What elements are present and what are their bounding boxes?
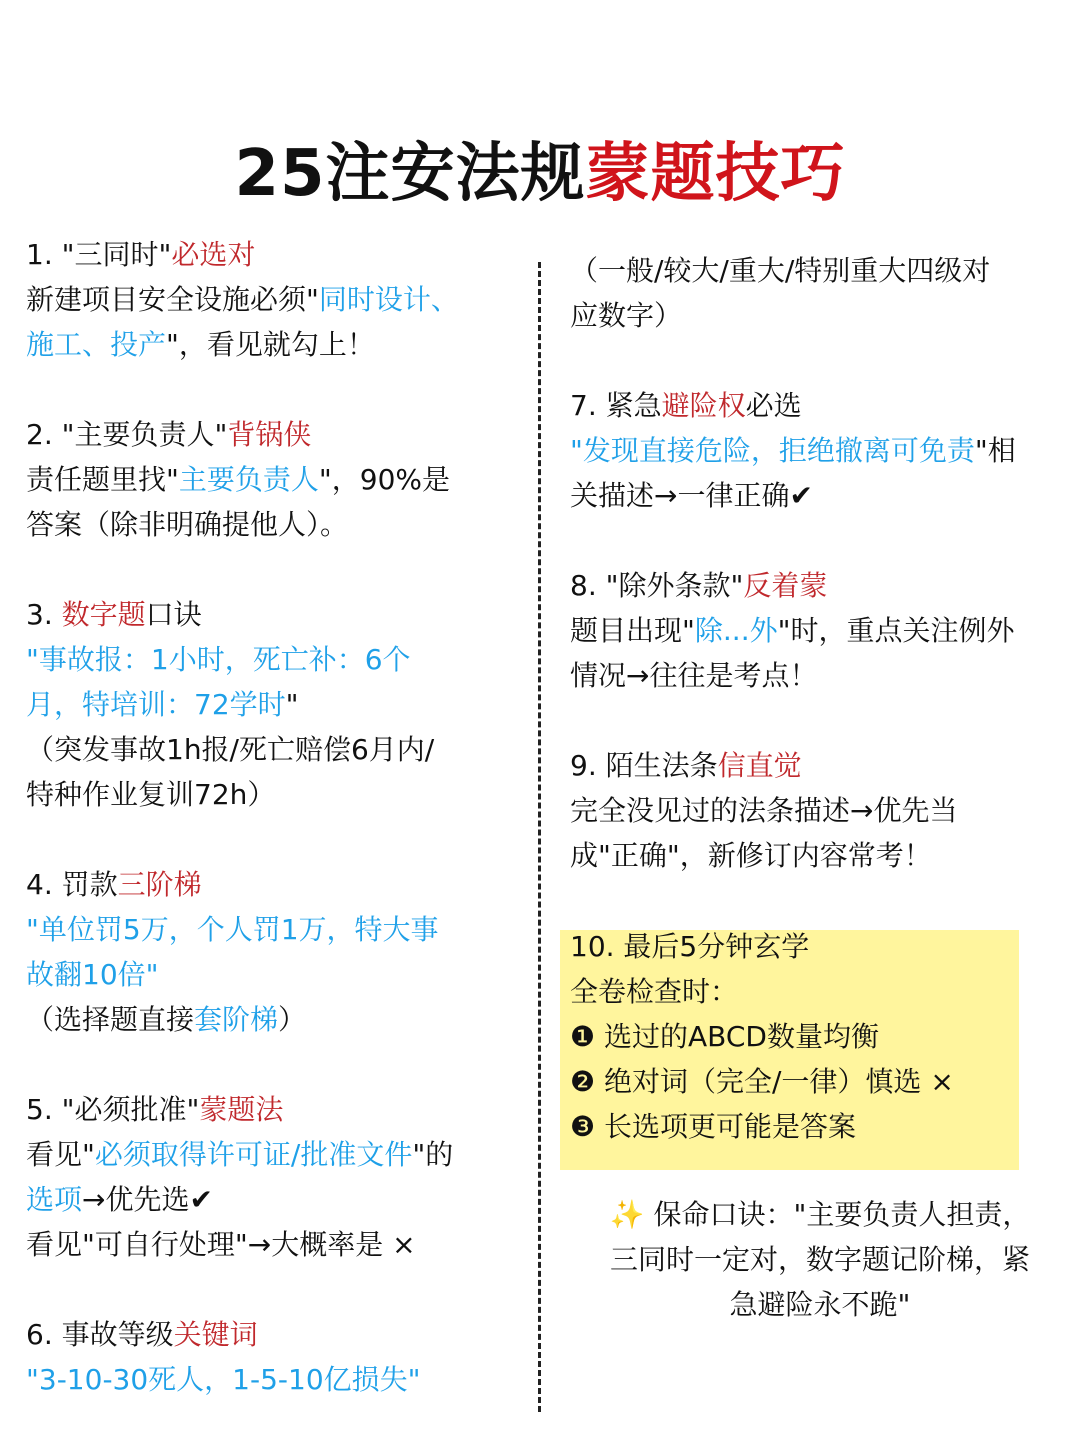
tip-2-heading: 2. "主要负责人"背锅侠 — [26, 418, 312, 451]
tip-8: 8. "除外条款"反着蒙 题目出现"除...外"时，重点关注例外 情况→往往是考点！ — [570, 563, 1070, 698]
page-title — [0, 138, 1080, 210]
tip-3: 3. 数字题口诀 "事故报：1小时，死亡补：6个 月，特培训：72学时" （突发事故1h报/死亡赔偿6月内/ 特种作业复训72h） — [26, 592, 526, 817]
tip-6-heading: 6. 事故等级关键词 — [26, 1318, 258, 1351]
tip-7: 7. 紧急避险权必选 "发现直接危险，拒绝撤离可免责"相 关描述→一律正确✔ — [570, 383, 1070, 518]
tip-4: 4. 罚款三阶梯 "单位罚5万，个人罚1万，特大事 故翻10倍" （选择题直接套阶梯） — [26, 862, 526, 1042]
tip-8-heading: 8. "除外条款"反着蒙 — [570, 569, 828, 602]
tip-5: 5. "必须批准"蒙题法 看见"必须取得许可证/批准文件"的 选项→优先选✔ 看见"可自行处理"→大概率是 × — [26, 1087, 526, 1267]
tip-10: 10. 最后5分钟玄学 全卷检查时： ❶ 选过的ABCD数量均衡 ❷ 绝对词（完全/一律）慎选 × ❸ 长选项更可能是答案 — [570, 924, 1015, 1149]
tip-3-heading: 3. 数字题口诀 — [26, 598, 202, 631]
column-divider — [538, 262, 541, 1412]
tip-5-heading: 5. "必须批准"蒙题法 — [26, 1093, 284, 1126]
tip-6: 6. 事故等级关键词 "3-10-30死人，1-5-10亿损失" — [26, 1312, 526, 1402]
right-column — [570, 248, 1070, 878]
tip-1-heading: 1. "三同时"必选对 — [26, 238, 256, 271]
tip-1: 1. "三同时"必选对 新建项目安全设施必须"同时设计、 施工、投产"，看见就勾上！ — [26, 232, 526, 367]
tip-4-heading: 4. 罚款三阶梯 — [26, 868, 202, 901]
left-column — [26, 232, 526, 1402]
tip-7-heading: 7. 紧急避险权必选 — [570, 389, 802, 422]
summary-mnemonic: ✨ 保命口诀："主要负责人担责， 三同时一定对，数字题记阶梯，紧 急避险永不跪" — [609, 1198, 1031, 1321]
title-main: 25注安法规 — [234, 137, 586, 211]
tip-2: 2. "主要负责人"背锅侠 责任题里找"主要负责人"，90%是 答案（除非明确提他人）。 — [26, 412, 526, 547]
tip-9: 9. 陌生法条信直觉 完全没见过的法条描述→优先当 成"正确"，新修订内容常考！ — [570, 743, 1070, 878]
title-highlight: 蒙题技巧 — [585, 137, 846, 211]
tip-10-heading: 10. 最后5分钟玄学 — [570, 930, 810, 963]
sparkle-icon: ✨ — [609, 1198, 645, 1231]
tip-9-heading: 9. 陌生法条信直觉 — [570, 749, 802, 782]
tip-6-continued: （一般/较大/重大/特别重大四级对 应数字） — [570, 254, 991, 332]
